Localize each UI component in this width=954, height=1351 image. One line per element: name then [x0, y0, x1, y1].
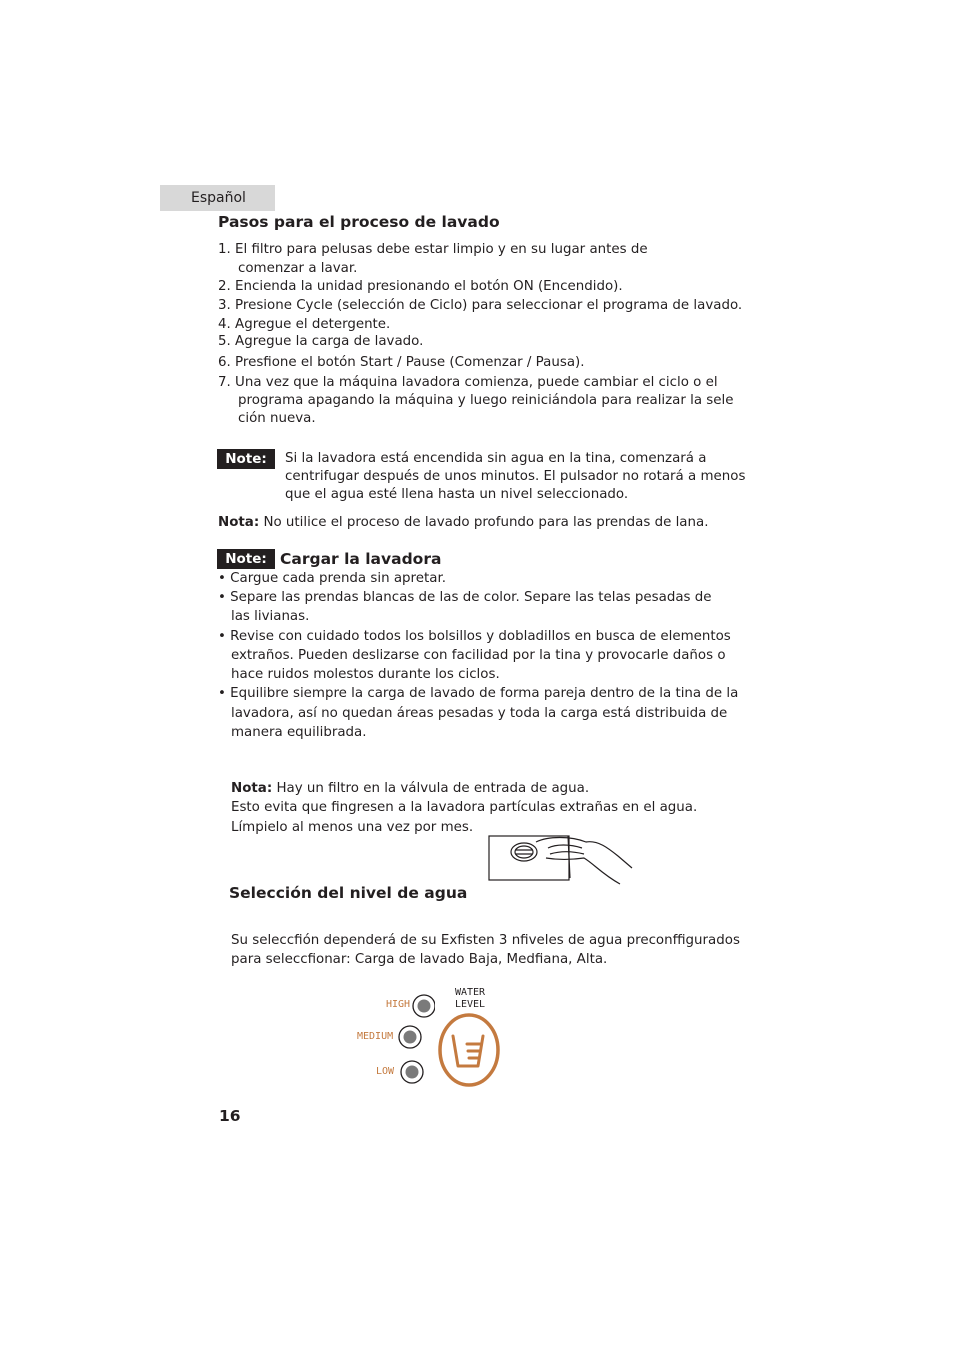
nota-label: Nota:	[231, 781, 273, 796]
bullet-line: • Revise con cuidado todos los bolsillos y dobladillos en busca de elementos	[218, 629, 731, 644]
water-level-line: Su seleccfión dependerá de su Exfisten 3 nfiveles de agua preconffigurados	[231, 933, 740, 948]
water-level-line: para seleccfionar: Carga de lavado Baja, Medfiana, Alta.	[231, 952, 608, 967]
note-line: Si la lavadora está encendida sin agua en la tina, comenzará a	[285, 451, 707, 466]
step-line: 1. El filtro para pelusas debe estar limpio y en su lugar antes de	[218, 242, 648, 257]
section-title-load-washer: Cargar la lavadora	[280, 550, 442, 568]
knob-label-high: HIGH	[386, 999, 411, 1010]
water-level-indicators	[395, 990, 435, 1090]
step-line: 4. Agregue el detergente.	[218, 317, 391, 332]
section-title-washing-steps: Pasos para el proceso de lavado	[218, 213, 500, 231]
nota-line: Esto evita que fingresen a la lavadora partículas extrañas en el agua.	[231, 800, 698, 815]
step-line: programa apagando la máquina y luego reiniciándola para realizar la sele	[238, 393, 734, 408]
indicator-medium	[399, 1026, 421, 1048]
nota-line: Límpielo al menos una vez por mes.	[231, 820, 474, 835]
water-level-label-line: LEVEL	[454, 999, 486, 1010]
bullet-line: lavadora, así no quedan áreas pesadas y toda la carga está distribuida de	[231, 706, 728, 721]
note-line: que el agua esté llena hasta un nivel seleccionado.	[285, 487, 629, 502]
nota-line: Hay un filtro en la válvula de entrada de agua.	[276, 781, 590, 796]
step-line: 6. Presfione el botón Start / Pause (Comenzar / Pausa).	[218, 355, 585, 370]
step-line: 5. Agregue la carga de lavado.	[218, 334, 424, 349]
language-tab: Español	[160, 185, 275, 211]
step-line: 2. Encienda la unidad presionando el botón ON (Encendido).	[218, 279, 623, 294]
bullet-line: las livianas.	[231, 609, 310, 624]
water-level-button-icon[interactable]	[438, 1012, 504, 1090]
nota-filter	[231, 781, 589, 796]
bullet-line: • Separe las prendas blancas de las de color. Separe las telas pesadas de	[218, 590, 712, 605]
page-number: 16	[219, 1107, 241, 1125]
knob-label-medium: MEDIUM	[357, 1031, 394, 1042]
nota-text: No utilice el proceso de lavado profundo para las prendas de lana.	[263, 515, 709, 530]
bullet-line: • Equilibre siempre la carga de lavado de forma pareja dentro de la tina de la	[218, 686, 739, 701]
section-title-water-level: Selección del nivel de agua	[229, 884, 468, 902]
note-badge: Note:	[217, 449, 275, 469]
bullet-line: • Cargue cada prenda sin apretar.	[218, 571, 446, 586]
note-badge: Note:	[217, 549, 275, 569]
nota-wool	[218, 515, 708, 530]
step-line: 7. Una vez que la máquina lavadora comienza, puede cambiar el ciclo o el	[218, 375, 718, 390]
filter-cleaning-illustration	[486, 830, 636, 890]
nota-label: Nota:	[218, 515, 260, 530]
water-level-label-line: WATER	[454, 987, 486, 998]
note-line: centrifugar después de unos minutos. El pulsador no rotará a menos	[285, 469, 746, 484]
bullet-line: hace ruidos molestos durante los ciclos.	[231, 667, 500, 682]
bullet-line: extraños. Pueden deslizarse con facilidad por la tina y provocarle daños o	[231, 648, 726, 663]
step-line: ción nueva.	[238, 411, 316, 426]
bullet-line: manera equilibrada.	[231, 725, 367, 740]
knob-label-low: LOW	[376, 1066, 395, 1077]
water-level-label	[452, 987, 488, 1011]
step-line: 3. Presione Cycle (selección de Ciclo) para seleccionar el programa de lavado.	[218, 298, 743, 313]
indicator-low	[401, 1061, 423, 1083]
water-cup-icon	[453, 1036, 483, 1066]
indicator-high	[413, 995, 435, 1017]
step-line: comenzar a lavar.	[238, 261, 358, 276]
